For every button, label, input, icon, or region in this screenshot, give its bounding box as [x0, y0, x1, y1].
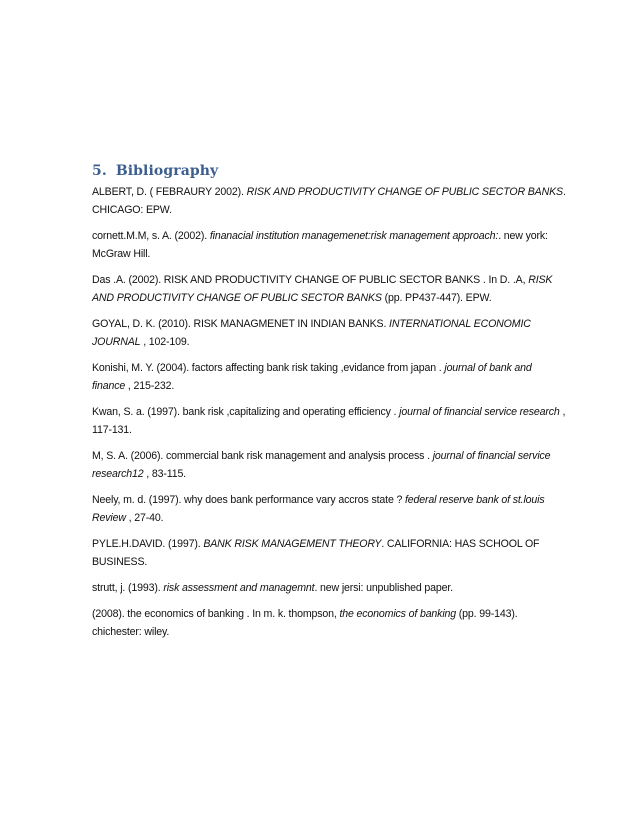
bibliography-entry: Das .A. (2002). RISK AND PRODUCTIVITY CHANGE OF PUBLIC SECTOR BANKS . In D. .A, RISK AND PRODUCTIVITY CHANGE OF PUBLIC SECTOR BANKS (pp. PP437-447). EPW.: [92, 274, 553, 304]
bibliography-entry: M, S. A. (2006). commercial bank risk management and analysis process . journal of financial service research12 , 83-115.: [92, 450, 551, 480]
bibliography-entry: Kwan, S. a. (1997). bank risk ,capitalizing and operating efficiency . journal of financial service research , 117-131.: [92, 406, 566, 436]
section-number: 5.: [92, 163, 107, 179]
bibliography-entry: cornett.M.M, s. A. (2002). finanacial institution managemenet:risk management approach:. new york: McGraw Hill.: [92, 230, 548, 260]
section-heading: [92, 163, 218, 179]
bibliography-entry: Neely, m. d. (1997). why does bank performance vary accros state ? federal reserve bank of st.louis Review , 27-40.: [92, 494, 545, 524]
section-title: Bibliography: [115, 163, 219, 179]
bibliography-entry: PYLE.H.DAVID. (1997). BANK RISK MANAGEMENT THEORY. CALIFORNIA: HAS SCHOOL OF BUSINESS.: [92, 538, 540, 568]
bibliography-entry: ALBERT, D. ( FEBRAURY 2002). RISK AND PRODUCTIVITY CHANGE OF PUBLIC SECTOR BANKS. CHICAGO: EPW.: [92, 186, 566, 216]
bibliography-entry: GOYAL, D. K. (2010). RISK MANAGMENET IN INDIAN BANKS. INTERNATIONAL ECONOMIC JOURNAL , 102-109.: [92, 318, 531, 348]
bibliography-entry: strutt, j. (1993). risk assessment and managemnt. new jersi: unpublished paper.: [92, 582, 453, 594]
bibliography-list: [92, 183, 566, 649]
bibliography-entry: Konishi, M. Y. (2004). factors affecting bank risk taking ,evidance from japan . journal of bank and finance , 215-232.: [92, 362, 532, 392]
bibliography-entry: (2008). the economics of banking . In m. k. thompson, the economics of banking (pp. 99-143). chichester: wiley.: [92, 608, 518, 638]
